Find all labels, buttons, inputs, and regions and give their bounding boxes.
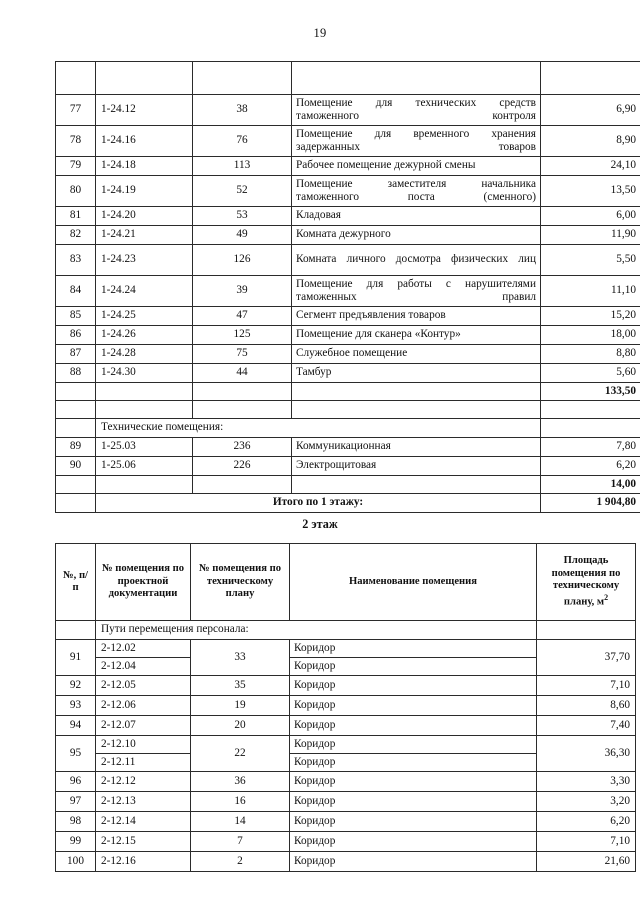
superscript-squared: 2 <box>604 592 609 602</box>
tech-plan-number-cell: 52 <box>193 176 292 207</box>
table-row <box>56 95 640 126</box>
premises-name-cell: Комната дежурного <box>292 226 541 245</box>
project-doc-number-cell: 2-12.14 <box>96 812 191 832</box>
premises-name-cell: Коридор <box>290 852 537 872</box>
table-row <box>56 736 636 754</box>
empty-cell <box>96 401 193 419</box>
premises-name-cell: Коридор <box>290 754 537 772</box>
staff-routes-label-cell: Пути перемещения персонала: <box>96 621 537 640</box>
empty-cell <box>193 476 292 494</box>
project-doc-number-cell: 2-12.15 <box>96 832 191 852</box>
area-cell: 7,10 <box>537 676 636 696</box>
section-label-row <box>56 419 640 438</box>
project-doc-number-cell: 2-12.04 <box>96 658 191 676</box>
empty-cell <box>56 419 96 438</box>
empty-cell <box>292 383 541 401</box>
empty-cell <box>541 62 640 95</box>
project-doc-number-cell: 1-24.30 <box>96 364 193 383</box>
tech-plan-number-cell: 2 <box>191 852 290 872</box>
table-row <box>56 276 640 307</box>
empty-cell <box>56 494 96 513</box>
project-doc-number-cell: 2-12.11 <box>96 754 191 772</box>
project-doc-number-cell: 1-24.18 <box>96 157 193 176</box>
project-doc-number-cell: 2-12.12 <box>96 772 191 792</box>
floor1-premises-table <box>55 61 640 513</box>
premises-name-cell: Помещение для технических средств таможенного контроля <box>292 95 541 126</box>
empty-cell <box>56 621 96 640</box>
area-cell: 15,20 <box>541 307 640 326</box>
empty-cell <box>541 401 640 419</box>
tech-plan-number-cell: 76 <box>193 126 292 157</box>
area-cell: 3,20 <box>537 792 636 812</box>
empty-cell <box>292 401 541 419</box>
premises-name-cell: Служебное помещение <box>292 345 541 364</box>
page-number: 19 <box>313 26 327 40</box>
empty-cell <box>193 62 292 95</box>
empty-cell <box>56 62 96 95</box>
table-row <box>56 345 640 364</box>
premises-name-cell: Коридор <box>290 676 537 696</box>
total-label-cell: Итого по 1 этажу: <box>96 494 541 513</box>
premises-name-cell: Коридор <box>290 716 537 736</box>
floor2-premises-table <box>55 543 636 872</box>
tech-plan-number-cell: 47 <box>193 307 292 326</box>
row-number-cell: 79 <box>56 157 96 176</box>
table-row <box>56 852 636 872</box>
table-row-blank <box>56 62 640 95</box>
premises-name-cell: Помещение заместителя начальника таможенного поста (сменного) <box>292 176 541 207</box>
project-doc-number-cell: 1-24.23 <box>96 245 193 276</box>
table-row <box>56 812 636 832</box>
area-cell: 11,10 <box>541 276 640 307</box>
area-cell: 5,50 <box>541 245 640 276</box>
area-cell: 7,10 <box>537 832 636 852</box>
table-row <box>56 245 640 276</box>
table-row <box>56 792 636 812</box>
empty-cell <box>96 62 193 95</box>
empty-cell <box>541 419 640 438</box>
row-number-cell: 87 <box>56 345 96 364</box>
row-number-cell: 99 <box>56 832 96 852</box>
header-project-doc-number: № помещения по проектной документации <box>96 544 191 621</box>
tech-plan-number-cell: 44 <box>193 364 292 383</box>
area-cell: 11,90 <box>541 226 640 245</box>
area-cell: 3,30 <box>537 772 636 792</box>
tech-plan-number-cell: 20 <box>191 716 290 736</box>
project-doc-number-cell: 1-24.25 <box>96 307 193 326</box>
premises-name-cell: Коридор <box>290 832 537 852</box>
area-cell: 36,30 <box>537 736 636 772</box>
header-row-number: №, п/ п <box>56 544 96 621</box>
area-cell: 7,80 <box>541 438 640 457</box>
area-cell: 8,80 <box>541 345 640 364</box>
premises-name-cell: Тамбур <box>292 364 541 383</box>
empty-cell <box>537 621 636 640</box>
table-row <box>56 307 640 326</box>
tech-plan-number-cell: 126 <box>193 245 292 276</box>
table-row <box>56 832 636 852</box>
row-number-cell: 80 <box>56 176 96 207</box>
table-row <box>56 676 636 696</box>
project-doc-number-cell: 2-12.10 <box>96 736 191 754</box>
row-number-cell: 84 <box>56 276 96 307</box>
tech-plan-number-cell: 125 <box>193 326 292 345</box>
row-number-cell: 95 <box>56 736 96 772</box>
area-cell: 5,60 <box>541 364 640 383</box>
table-row <box>56 457 640 476</box>
empty-cell <box>292 476 541 494</box>
total-row <box>56 494 640 513</box>
row-number-cell: 92 <box>56 676 96 696</box>
premises-name-cell: Помещение для временного хранения задержанных товаров <box>292 126 541 157</box>
project-doc-number-cell: 1-24.24 <box>96 276 193 307</box>
row-number-cell: 90 <box>56 457 96 476</box>
table-header-row <box>56 544 636 621</box>
table-row <box>56 772 636 792</box>
total-value-cell: 1 904,80 <box>541 494 640 513</box>
area-cell: 6,20 <box>537 812 636 832</box>
premises-name-cell: Коридор <box>290 658 537 676</box>
area-cell: 18,00 <box>541 326 640 345</box>
row-number-cell: 86 <box>56 326 96 345</box>
row-number-cell: 93 <box>56 696 96 716</box>
table-row <box>56 126 640 157</box>
row-number-cell: 78 <box>56 126 96 157</box>
project-doc-number-cell: 1-24.28 <box>96 345 193 364</box>
table-row <box>56 207 640 226</box>
premises-name-cell: Комната личного досмотра физических лиц <box>292 245 541 276</box>
area-cell: 6,00 <box>541 207 640 226</box>
empty-cell <box>56 383 96 401</box>
tech-plan-number-cell: 38 <box>193 95 292 126</box>
premises-name-cell: Сегмент предъявления товаров <box>292 307 541 326</box>
premises-name-cell: Коридор <box>290 812 537 832</box>
project-doc-number-cell: 1-25.03 <box>96 438 193 457</box>
premises-name-cell: Коридор <box>290 736 537 754</box>
tech-plan-number-cell: 36 <box>191 772 290 792</box>
empty-cell <box>292 62 541 95</box>
table-row <box>56 696 636 716</box>
tech-plan-number-cell: 35 <box>191 676 290 696</box>
tech-plan-number-cell: 33 <box>191 640 290 676</box>
row-number-cell: 96 <box>56 772 96 792</box>
row-number-cell: 82 <box>56 226 96 245</box>
empty-cell <box>56 401 96 419</box>
tech-plan-number-cell: 14 <box>191 812 290 832</box>
row-number-cell: 83 <box>56 245 96 276</box>
project-doc-number-cell: 1-24.12 <box>96 95 193 126</box>
premises-name-cell: Коридор <box>290 772 537 792</box>
project-doc-number-cell: 1-24.16 <box>96 126 193 157</box>
table-row-blank <box>56 401 640 419</box>
technical-premises-label-cell: Технические помещения: <box>96 419 541 438</box>
area-cell: 21,60 <box>537 852 636 872</box>
row-number-cell: 88 <box>56 364 96 383</box>
project-doc-number-cell: 1-24.21 <box>96 226 193 245</box>
area-cell: 7,40 <box>537 716 636 736</box>
row-number-cell: 89 <box>56 438 96 457</box>
floor2-section-title: 2 этаж <box>302 517 338 531</box>
row-number-cell: 100 <box>56 852 96 872</box>
premises-name-cell: Коммуникационная <box>292 438 541 457</box>
area-cell: 37,70 <box>537 640 636 676</box>
premises-name-cell: Кладовая <box>292 207 541 226</box>
row-number-cell: 98 <box>56 812 96 832</box>
tech-plan-number-cell: 39 <box>193 276 292 307</box>
row-number-cell: 81 <box>56 207 96 226</box>
area-cell: 8,90 <box>541 126 640 157</box>
tech-plan-number-cell: 19 <box>191 696 290 716</box>
subtotal-value-cell: 133,50 <box>541 383 640 401</box>
premises-name-cell: Коридор <box>290 792 537 812</box>
area-cell: 13,50 <box>541 176 640 207</box>
row-number-cell: 94 <box>56 716 96 736</box>
premises-name-cell: Помещение для сканера «Контур» <box>292 326 541 345</box>
subtotal-value-cell: 14,00 <box>541 476 640 494</box>
tech-plan-number-cell: 113 <box>193 157 292 176</box>
premises-name-cell: Рабочее помещение дежурной смены <box>292 157 541 176</box>
table-row <box>56 364 640 383</box>
project-doc-number-cell: 1-24.26 <box>96 326 193 345</box>
project-doc-number-cell: 1-24.20 <box>96 207 193 226</box>
row-number-cell: 91 <box>56 640 96 676</box>
tech-plan-number-cell: 22 <box>191 736 290 772</box>
table-row <box>56 157 640 176</box>
header-tech-plan-number: № помещения по техническому плану <box>191 544 290 621</box>
area-cell: 8,60 <box>537 696 636 716</box>
table-row <box>56 716 636 736</box>
project-doc-number-cell: 2-12.06 <box>96 696 191 716</box>
empty-cell <box>96 476 193 494</box>
tech-plan-number-cell: 53 <box>193 207 292 226</box>
area-cell: 6,20 <box>541 457 640 476</box>
table-row <box>56 438 640 457</box>
tech-plan-number-cell: 75 <box>193 345 292 364</box>
row-number-cell: 77 <box>56 95 96 126</box>
project-doc-number-cell: 2-12.02 <box>96 640 191 658</box>
project-doc-number-cell: 2-12.13 <box>96 792 191 812</box>
project-doc-number-cell: 2-12.05 <box>96 676 191 696</box>
empty-cell <box>56 476 96 494</box>
tech-plan-number-cell: 7 <box>191 832 290 852</box>
tech-plan-number-cell: 16 <box>191 792 290 812</box>
floor1-table-container <box>55 61 640 513</box>
subtotal-row <box>56 476 640 494</box>
table-row <box>56 226 640 245</box>
section-label-row <box>56 621 636 640</box>
tech-plan-number-cell: 49 <box>193 226 292 245</box>
project-doc-number-cell: 1-24.19 <box>96 176 193 207</box>
empty-cell <box>193 401 292 419</box>
table-row <box>56 640 636 658</box>
tech-plan-number-cell: 226 <box>193 457 292 476</box>
project-doc-number-cell: 2-12.16 <box>96 852 191 872</box>
table-row <box>56 176 640 207</box>
header-area: Площадь помещения по техническому плану, $м^2$ <box>537 544 636 621</box>
premises-name-cell: Коридор <box>290 640 537 658</box>
floor2-table-container <box>55 543 636 872</box>
project-doc-number-cell: 2-12.07 <box>96 716 191 736</box>
area-cell: 24,10 <box>541 157 640 176</box>
row-number-cell: 85 <box>56 307 96 326</box>
empty-cell <box>96 383 193 401</box>
row-number-cell: 97 <box>56 792 96 812</box>
subtotal-row <box>56 383 640 401</box>
empty-cell <box>193 383 292 401</box>
table-row <box>56 326 640 345</box>
tech-plan-number-cell: 236 <box>193 438 292 457</box>
area-cell: 6,90 <box>541 95 640 126</box>
premises-name-cell: Электрощитовая <box>292 457 541 476</box>
project-doc-number-cell: 1-25.06 <box>96 457 193 476</box>
premises-name-cell: Помещение для работы с нарушителями таможенных правил <box>292 276 541 307</box>
premises-name-cell: Коридор <box>290 696 537 716</box>
header-premises-name: Наименование помещения <box>290 544 537 621</box>
